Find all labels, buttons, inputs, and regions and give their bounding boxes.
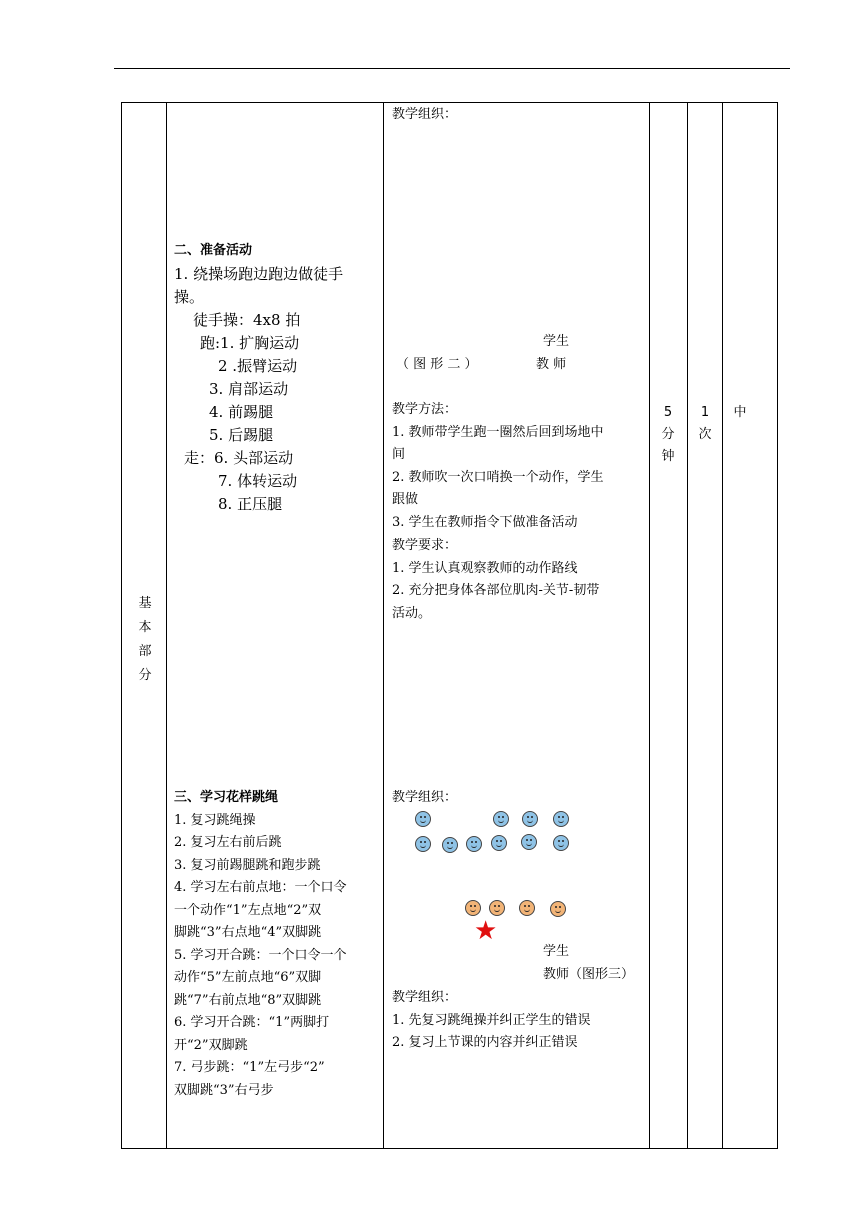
teacher-face-icon bbox=[519, 900, 535, 916]
content-line: 4. 学习左右前点地：一个口令 bbox=[174, 880, 347, 895]
org-line: 1. 先复习跳绳操并纠正学生的错误 bbox=[392, 1013, 591, 1028]
content-line: 5. 学习开合跳：一个口令一个 bbox=[174, 948, 347, 963]
method-line: 3. 学生在教师指令下做准备活动 bbox=[392, 515, 578, 530]
org-heading: 教学组织： bbox=[392, 990, 458, 1005]
count-cell bbox=[685, 402, 725, 446]
student-face-icon bbox=[415, 811, 431, 827]
req-heading: 教学要求： bbox=[392, 538, 458, 553]
content-line: 1. 复习跳绳操 bbox=[174, 813, 256, 828]
student-face-icon bbox=[442, 837, 458, 853]
method-line: 跟做 bbox=[392, 492, 419, 507]
method-heading: 教学方法： bbox=[392, 402, 458, 417]
teacher-label: 教 师 bbox=[536, 357, 567, 372]
student-face-icon bbox=[522, 811, 538, 827]
time-unit: 钟 bbox=[661, 449, 675, 464]
method-line: 2. 教师吹一次口哨换一个动作，学生 bbox=[392, 470, 604, 485]
content-line: 双脚跳“3”右弓步 bbox=[174, 1083, 274, 1098]
side-char: 分 bbox=[138, 668, 152, 683]
column-divider bbox=[383, 102, 384, 1149]
student-face-icon bbox=[466, 836, 482, 852]
teacher-face-icon bbox=[550, 901, 566, 917]
content-line: 4. 前踢腿 bbox=[209, 403, 274, 421]
content-line: 开“2”双脚跳 bbox=[174, 1038, 248, 1053]
student-face-icon bbox=[491, 835, 507, 851]
figure-label: （ 图 形 二 ） bbox=[396, 357, 478, 372]
org-line: 2. 复习上节课的内容并纠正错误 bbox=[392, 1035, 578, 1050]
req-line: 活动。 bbox=[392, 606, 432, 621]
student-face-icon bbox=[553, 835, 569, 851]
teacher-star-icon: ★ bbox=[474, 916, 498, 946]
student-face-icon bbox=[521, 834, 537, 850]
content-line: 5. 后踢腿 bbox=[209, 426, 274, 444]
time-value: 5 bbox=[663, 405, 673, 420]
content-line: 徒手操：4x8 拍 bbox=[193, 311, 301, 329]
column-divider bbox=[687, 102, 688, 1149]
student-face-icon bbox=[493, 811, 509, 827]
content-line: 2. 复习左右前后跳 bbox=[174, 835, 282, 850]
content-line: 跑:1. 扩胸运动 bbox=[200, 334, 300, 352]
teacher-label: 教师（图形三） bbox=[543, 967, 635, 982]
column-divider bbox=[722, 102, 723, 1149]
student-face-icon bbox=[415, 836, 431, 852]
side-char: 部 bbox=[138, 644, 152, 659]
org-heading: 教学组织： bbox=[392, 107, 458, 122]
method-line: 间 bbox=[392, 447, 406, 462]
content-line: 1. 绕操场跑边跑边做徒手 bbox=[174, 265, 344, 283]
content-line: 3. 肩部运动 bbox=[209, 380, 289, 398]
req-line: 2. 充分把身体各部位肌肉-关节-韧带 bbox=[392, 583, 600, 598]
content-line: 7. 体转运动 bbox=[218, 472, 298, 490]
org-heading: 教学组织： bbox=[392, 790, 458, 805]
req-line: 1. 学生认真观察教师的动作路线 bbox=[392, 561, 578, 576]
student-label: 学生 bbox=[543, 334, 570, 349]
content-line: 走：6. 头部运动 bbox=[184, 449, 294, 467]
teacher-face-icon bbox=[465, 900, 481, 916]
content-line: 一个动作“1”左点地“2”双 bbox=[174, 903, 322, 918]
student-face-icon bbox=[553, 811, 569, 827]
content-line: 操。 bbox=[174, 288, 205, 306]
section-label-basic-part bbox=[135, 592, 155, 688]
side-char: 本 bbox=[138, 620, 152, 635]
column-divider bbox=[649, 102, 650, 1149]
method-line: 1. 教师带学生跑一圈然后回到场地中 bbox=[392, 425, 604, 440]
content-line: 2 .振臂运动 bbox=[218, 357, 298, 375]
content-line: 动作“5”左前点地“6”双脚 bbox=[174, 970, 322, 985]
teacher-face-icon bbox=[489, 900, 505, 916]
content-line: 6. 学习开合跳：“1”两脚打 bbox=[174, 1015, 330, 1030]
section2-title: 二、准备活动 bbox=[174, 243, 253, 258]
content-line: 脚跳“3”右点地“4”双脚跳 bbox=[174, 925, 322, 940]
header-rule bbox=[114, 68, 790, 69]
count-value: 1 bbox=[700, 405, 710, 420]
side-char: 基 bbox=[138, 596, 152, 611]
column-divider bbox=[166, 102, 167, 1149]
intensity-cell: 中 bbox=[733, 405, 747, 420]
section3-title: 三、学习花样跳绳 bbox=[174, 790, 279, 805]
count-unit: 次 bbox=[698, 427, 712, 442]
content-line: 3. 复习前踢腿跳和跑步跳 bbox=[174, 858, 321, 873]
student-label: 学生 bbox=[543, 944, 570, 959]
content-line: 8. 正压腿 bbox=[218, 495, 283, 513]
content-line: 7. 弓步跳：“1”左弓步“2” bbox=[174, 1060, 325, 1075]
time-cell bbox=[648, 402, 688, 468]
time-unit: 分 bbox=[661, 427, 675, 442]
content-line: 跳“7”右前点地“8”双脚跳 bbox=[174, 993, 322, 1008]
